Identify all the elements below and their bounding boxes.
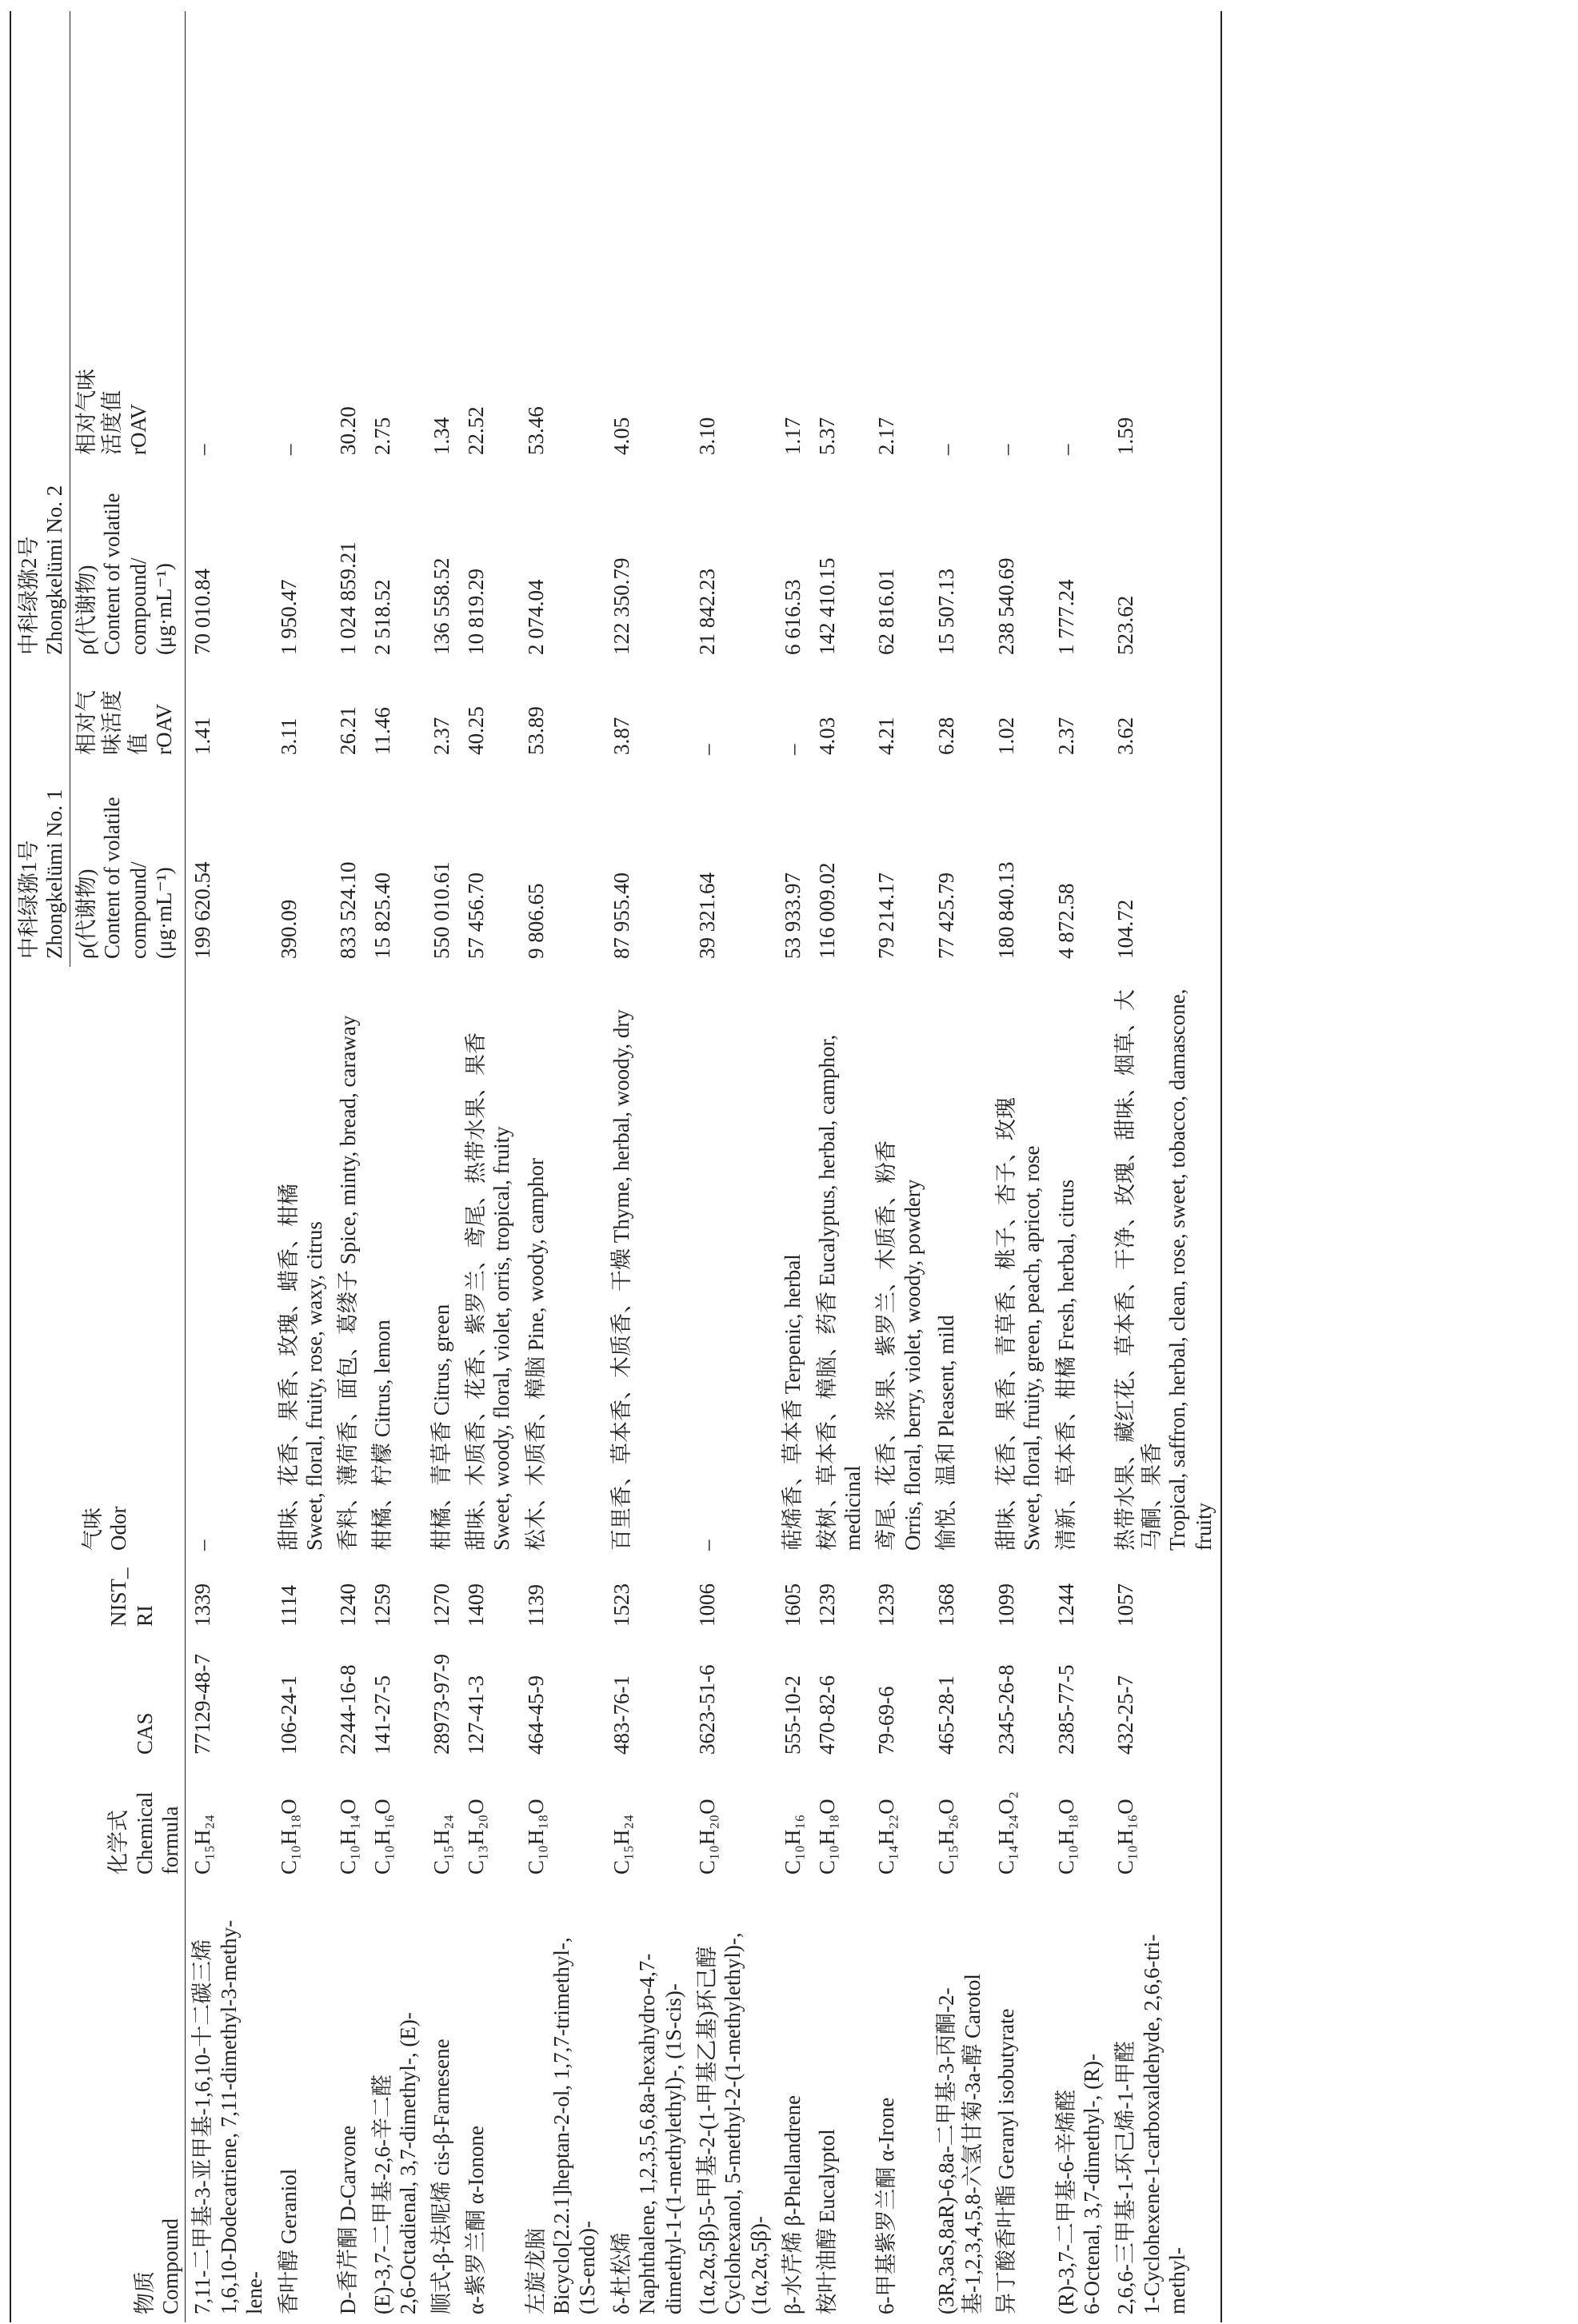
content-1-cell: 116 009.02 [814,862,839,959]
formula-cell: C₁₅H₂₄ [429,1814,454,1875]
ri-cell: 1523 [609,1583,633,1627]
roav-1-cell: 40.25 [463,706,488,755]
roav-2-cell: – [993,444,1018,455]
table-body [186,11,1221,2322]
cas-cell: 464-45-9 [523,1675,548,1755]
odor-cell: 热带水果、藏红花、草本香、干净、玫瑰、甜味、烟草、大马酮、果香 Tropical, saffron, herbal, clean, rose, sweet, tobacco, damascone, fruity [1113,988,1216,1551]
cas-cell: 2345-26-8 [993,1664,1018,1755]
cas-cell: 483-76-1 [609,1675,633,1755]
table-row [459,11,519,2322]
cas-cell: 555-10-2 [781,1675,805,1755]
formula-cell: C₁₅H₂₄ [190,1814,215,1875]
ri-cell: 1239 [814,1583,839,1627]
ri-cell: 1244 [1053,1583,1078,1627]
cas-cell: 2385-77-5 [1053,1664,1078,1755]
header-roav-2: 相对气味 活度值 rOAV [74,368,150,455]
roav-2-cell: – [1053,444,1078,455]
content-1-cell: 79 214.17 [874,872,899,959]
compound-cell: 7,11-二甲基-3-亚甲基-1,6,10-十二碳三烯 1,6,10-Dodecatriene, 7,11-dimethyl-3-methy- lene- [190,1919,267,2314]
roav-1-cell: – [781,744,805,755]
formula-cell: C₁₀H₁₆O [1113,1799,1138,1875]
content-2-cell: 2 518.52 [370,579,394,655]
roav-2-cell: 22.52 [463,406,488,455]
header-content-2: ρ(代谢物) Content of volatile compound/ (μg·mL⁻¹) [74,493,176,655]
formula-cell: C₁₅H₂₆O [934,1799,959,1875]
ri-cell: 1099 [993,1583,1018,1627]
header-cas: CAS [132,1712,157,1755]
cas-cell: 3623-51-6 [694,1664,719,1755]
content-1-cell: 104.72 [1113,899,1138,959]
table-row [186,11,272,2322]
cas-cell: 28973-97-9 [429,1654,454,1755]
content-2-cell: 1 950.47 [276,579,301,655]
table-row [810,11,870,2322]
odor-cell: – [694,1539,719,1551]
table-row [331,11,365,2322]
roav-1-cell: 4.21 [874,717,899,755]
table-row [519,11,605,2322]
compound-cell: β-水芹烯 β-Phellandrene [781,2094,805,2314]
roav-2-cell: 5.37 [814,417,839,455]
formula-cell: C₁₀H₁₈O [523,1799,548,1875]
odor-cell: 萜烯香、草本香 Terpenic, herbal [781,1254,805,1551]
ri-cell: 1239 [874,1583,899,1627]
formula-cell: C₁₄H₂₄O₂ [993,1791,1018,1875]
table-row [605,11,690,2322]
content-2-cell: 6 616.53 [781,579,805,655]
content-2-cell: 15 507.13 [934,568,959,655]
roav-2-cell: 1.59 [1113,417,1138,455]
compound-cell: D-香芹酮 D-Carvone [336,2125,361,2314]
content-2-cell: 523.62 [1113,595,1138,655]
compound-cell: (R)-3,7-二甲基-6-辛烯醛 6-Octenal, 3,7-dimethyl-, (R)- [1053,2053,1105,2314]
content-2-cell: 136 558.52 [429,557,454,655]
content-2-cell: 1 024 859.21 [336,541,361,655]
content-1-cell: 550 010.61 [429,861,454,959]
roav-1-cell: 53.89 [523,706,548,755]
compound-cell: 左旋龙脑 Bicyclo[2.2.1]heptan-2-ol, 1,7,7-trimethyl-, (1S-endo)- [523,1937,600,2314]
roav-2-cell: 2.17 [874,417,899,455]
content-1-cell: 180 840.13 [993,861,1018,959]
content-1-cell: 4 872.58 [1053,883,1078,959]
compound-cell: 桉叶油醇 Eucalyptol [814,2129,839,2314]
ri-cell: 1114 [276,1585,301,1627]
header-odor: 气味 Odor [80,1506,131,1551]
volatile-compounds-table [10,11,1222,2322]
header-group-1: 中科绿猕1号 Zhongkelümi No. 1 [10,663,70,967]
odor-cell: 甜味、花香、果香、玫瑰、蜡香、柑橘 Sweet, floral, fruity, rose, waxy, citrus [276,1184,326,1551]
compound-cell: 顺式-β-法呢烯 cis-β-Farnesene [429,2038,454,2314]
odor-cell: 松木、木质香、樟脑 Pine, woody, camphor [523,1158,548,1551]
formula-cell: C₁₀H₁₄O [336,1799,361,1875]
formula-cell: C₁₄H₂₂O [874,1799,899,1875]
compound-cell: (1α,2α,5β)-5-甲基-2-(1-甲基乙基)环己醇 Cyclohexanol, 5-methyl-2-(1-methylethyl)-, (1α,2α,5β)- [694,1932,771,2314]
odor-cell: 桉树、草本香、樟脑、药香 Eucalyptus, herbal, camphor, medicinal [814,1034,865,1551]
roav-1-cell: 1.02 [993,717,1018,755]
roav-1-cell: – [694,744,719,755]
cas-cell: 77129-48-7 [190,1654,215,1755]
formula-cell: C₁₀H₁₆ [781,1814,805,1875]
formula-cell: C₁₅H₂₄ [609,1814,633,1875]
roav-1-cell: 11.46 [370,707,394,755]
roav-1-cell: 2.37 [1053,717,1078,755]
roav-1-cell: 2.37 [429,717,454,755]
content-1-cell: 87 955.40 [609,872,633,959]
table-row [690,11,776,2322]
ri-cell: 1259 [370,1583,394,1627]
compound-cell: 香叶醇 Geraniol [276,2168,301,2314]
cas-cell: 2244-16-8 [336,1664,361,1755]
roav-2-cell: – [934,444,959,455]
odor-cell: 柑橘、青草香 Citrus, green [429,1304,454,1551]
header-formula: 化学式 Chemical formula [106,1791,182,1875]
roav-2-cell: 3.10 [694,417,719,455]
roav-2-cell: 2.75 [370,417,394,455]
ri-cell: 1006 [694,1583,719,1627]
cas-cell: 106-24-1 [276,1675,301,1755]
table-row [1109,11,1221,2322]
content-2-cell: 10 819.29 [463,568,488,655]
header-compound: 物质 Compound [132,2218,182,2314]
compound-cell: α-紫罗兰酮 α-Ionone [463,2126,488,2314]
roav-2-cell: – [276,444,301,455]
content-2-cell: 62 816.01 [874,568,899,655]
odor-cell: 百里香、草本香、木质香、干燥 Thyme, herbal, woody, dry [609,1009,633,1551]
table-row [272,11,332,2322]
odor-cell: 柑橘、柠檬 Citrus, lemon [370,1320,394,1551]
odor-cell: 香料、薄荷香、面包、葛缕子 Spice, minty, bread, caraway [336,1015,361,1551]
table-header [10,11,186,2322]
ri-cell: 1057 [1113,1583,1138,1627]
compound-cell: δ-杜松烯 Naphthalene, 1,2,3,5,6,8a-hexahydro-4,7- dimethyl-1-(1-methylethyl)-, (1S-cis)- [609,1953,685,2314]
content-1-cell: 77 425.79 [934,872,959,959]
table-row [1049,11,1109,2322]
cas-cell: 79-69-6 [874,1686,899,1755]
header-roav-1: 相对气 味活度值 rOAV [74,690,176,755]
ri-cell: 1339 [190,1583,215,1627]
table-row [776,11,809,2322]
roav-2-cell: 30.20 [336,406,361,455]
odor-cell: 愉悦、温和 Pleasent, mild [934,1315,959,1551]
content-2-cell: 2 074.04 [523,579,548,655]
table-row [366,11,425,2322]
roav-1-cell: 4.03 [814,717,839,755]
ri-cell: 1368 [934,1583,959,1627]
content-2-cell: 238 540.69 [993,557,1018,655]
cas-cell: 465-28-1 [934,1675,959,1755]
roav-2-cell: 1.17 [781,417,805,455]
formula-cell: C₁₀H₁₈O [814,1799,839,1875]
content-2-cell: 122 350.79 [609,557,633,655]
formula-cell: C₁₃H₂₀O [463,1799,488,1875]
compound-cell: 异丁酸香叶酯 Geranyl isobutyrate [993,2008,1018,2314]
odor-cell: – [190,1539,215,1551]
content-2-cell: 142 410.15 [814,557,839,655]
content-1-cell: 199 620.54 [190,861,215,959]
content-2-cell: 70 010.84 [190,568,215,655]
content-2-cell: 1 777.24 [1053,579,1078,655]
ri-cell: 1270 [429,1583,454,1627]
ri-cell: 1409 [463,1583,488,1627]
cas-cell: 141-27-5 [370,1675,394,1755]
formula-cell: C₁₀H₁₆O [370,1799,394,1875]
content-1-cell: 53 933.97 [781,872,805,959]
content-1-cell: 833 524.10 [336,861,361,959]
odor-cell: 甜味、花香、果香、青草香、桃子、杏子、玫瑰 Sweet, floral, fruity, green, peach, apricot, rose [993,1097,1045,1551]
content-1-cell: 9 806.65 [523,883,548,959]
header-group-2: 中科绿猕2号 Zhongkelümi No. 2 [10,11,70,663]
ri-cell: 1605 [781,1583,805,1627]
content-1-cell: 39 321.64 [694,872,719,959]
cas-cell: 432-25-7 [1113,1675,1138,1755]
content-1-cell: 390.09 [276,899,301,959]
table-row [869,11,929,2322]
formula-cell: C₁₀H₂₀O [694,1799,719,1875]
odor-cell: 鸢尾、花香、浆果、紫罗兰、木质香、粉香 Orris, floral, berry, violet, woody, powdery [874,1140,925,1551]
odor-cell: 甜味、木质香、花香、紫罗兰、鸢尾、热带水果、果香 Sweet, woody, floral, violet, orris, tropical, fruity [463,1032,514,1551]
table-row [929,11,989,2322]
compound-cell: 2,6,6-三甲基-1-环己烯-1-甲醛 1-Cyclohexene-1-carboxaldehyde, 2,6,6-tri- methyl- [1113,1934,1190,2314]
roav-2-cell: 1.34 [429,417,454,455]
formula-cell: C₁₀H₁₈O [276,1799,301,1875]
table-row [989,11,1049,2322]
roav-1-cell: 3.87 [609,717,633,755]
cas-cell: 127-41-3 [463,1675,488,1755]
compound-cell: (E)-3,7-二甲基-2,6-辛二醛 2,6-Octadienal, 3,7-dimethyl-, (E)- [370,2012,421,2314]
roav-1-cell: 3.11 [276,717,301,755]
table-row [425,11,458,2322]
roav-1-cell: 6.28 [934,717,959,755]
compound-cell: 6-甲基紫罗兰酮 α-Irone [874,2097,899,2314]
roav-2-cell: – [190,444,215,455]
roav-1-cell: 26.21 [336,706,361,755]
content-1-cell: 57 456.70 [463,872,488,959]
formula-cell: C₁₀H₁₈O [1053,1799,1078,1875]
roav-1-cell: 3.62 [1113,717,1138,755]
odor-cell: 清新、草本香、柑橘 Fresh, herbal, citrus [1053,1179,1078,1551]
content-1-cell: 15 825.40 [370,872,394,959]
header-ri: NIST_ RI [106,1567,157,1627]
roav-1-cell: 1.41 [190,717,215,755]
header-content-1: ρ(代谢物) Content of volatile compound/ (μg·mL⁻¹) [74,797,176,959]
content-2-cell: 21 842.23 [694,568,719,655]
roav-2-cell: 4.05 [609,417,633,455]
roav-2-cell: 53.46 [523,406,548,455]
cas-cell: 470-82-6 [814,1675,839,1755]
ri-cell: 1240 [336,1583,361,1627]
ri-cell: 1139 [523,1584,548,1627]
compound-cell: (3R,3aS,8aR)-6,8a-二甲基-3-丙酮-2- 基-1,2,3,4,5,8-六氢甘菊-3a-醇 Carotol [934,1974,985,2314]
